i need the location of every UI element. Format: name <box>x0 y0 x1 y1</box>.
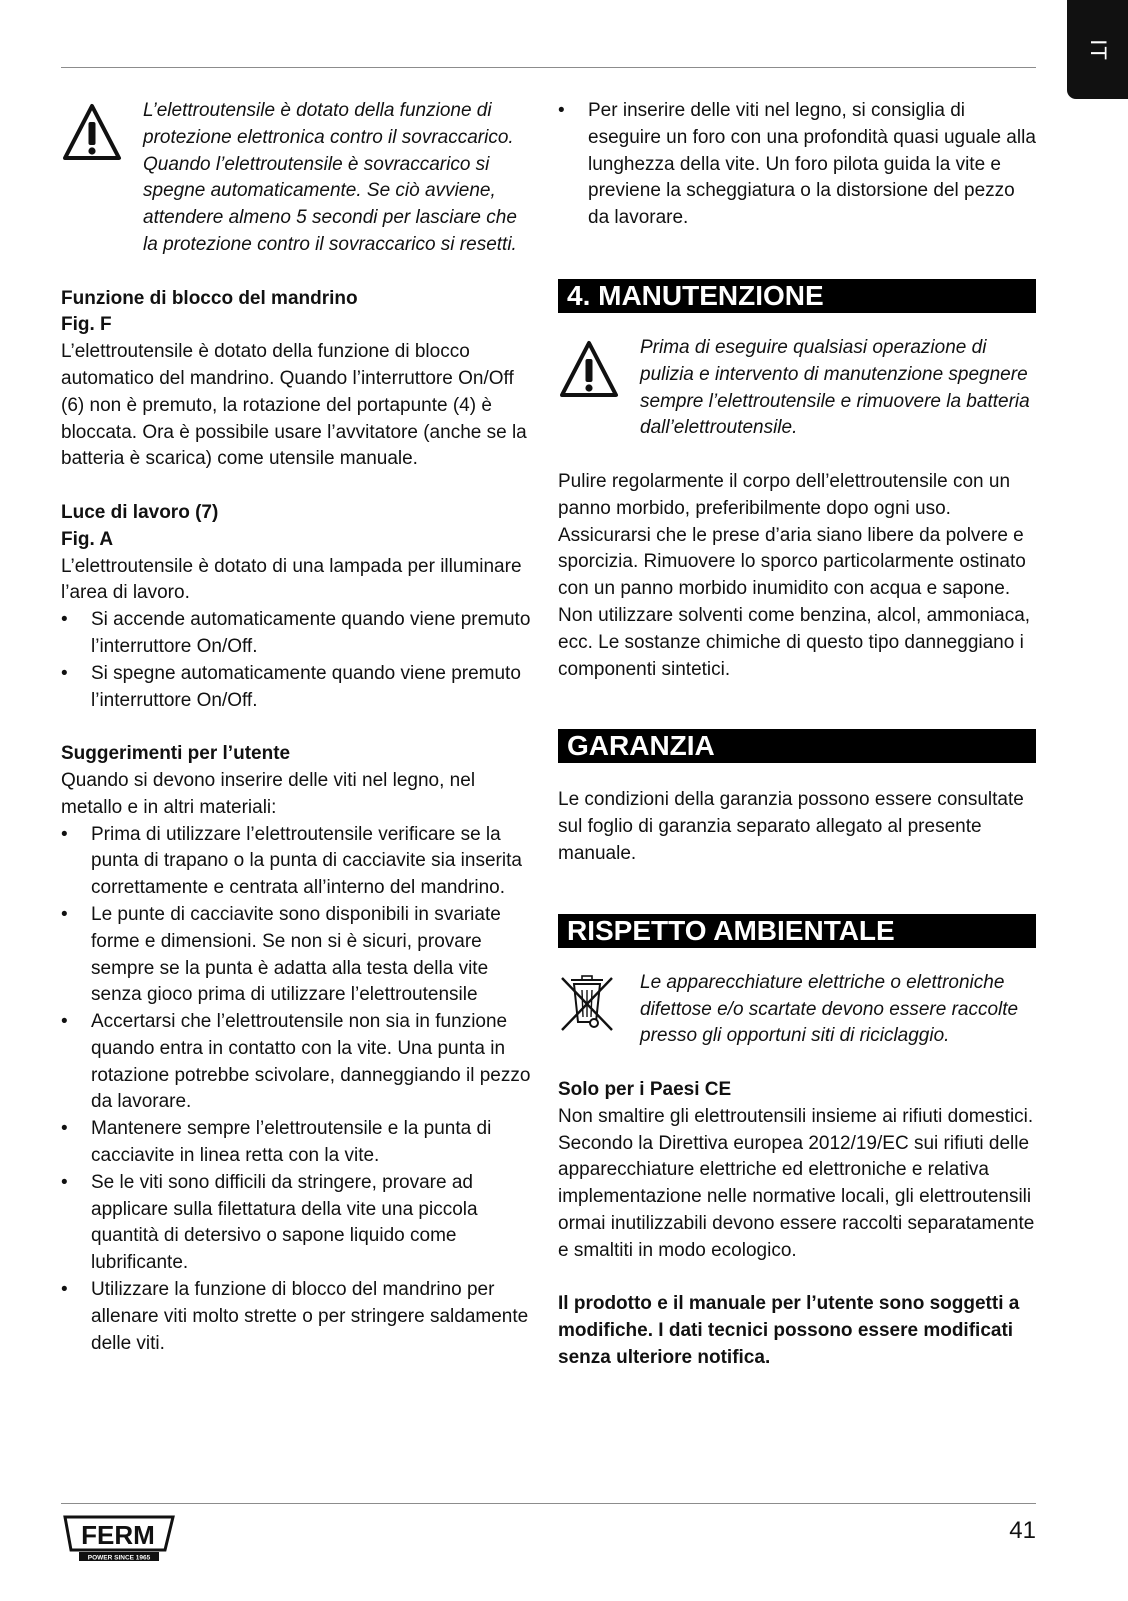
right-column <box>558 98 1036 1372</box>
warning-triangle-icon <box>558 335 640 442</box>
overload-warning-text: L’elettroutensile è dotato della funzione di protezione elettronica contro il sovraccarico. Quando l’elettroutensile è sovraccarico si spegne automaticamente. Se ciò avviene, attendere almeno 5 secondi per lasciare che la protezione contro il sovraccarico si resetti. <box>143 100 517 255</box>
overload-warning <box>61 98 536 259</box>
ce-heading: Solo per i Paesi CE <box>558 1078 732 1100</box>
maintenance-body: Pulire regolarmente il corpo dell’elettroutensile con un panno morbido, preferibilmente dopo ogni uso. Assicurarsi che le prese d’aria siano libere da polvere e sporcizia. Rimuovere lo sporco particolarmente ostinato con un panno morbido inumidito con acqua e sapone. Non utilizzare solventi come benzina, alcol, ammoniaca, ecc. Le sostanze chimiche di questo tipo danneggiano i componenti sintetici. <box>558 470 1031 680</box>
ce-body: Non smaltire gli elettroutensili insieme ai rifiuti domestici. Secondo la Direttiva europea 2012/19/EC sui rifiuti delle apparecchiature elettriche ed elettroniche e relativa implementazione nelle normative locali, gli elettroutensili ormai inutilizzabili devono essere raccolti separatamente e smaltiti in modo ecologico. <box>558 1105 1035 1261</box>
pilot-hole-list <box>558 98 1036 232</box>
warranty-body: Le condizioni della garanzia possono essere consultate sul foglio di garanzia separato allegato al presente manuale. <box>558 789 1024 864</box>
list-item: • Mantenere sempre l’elettroutensile e la punta di cacciavite in linea retta con la vite. <box>61 1118 492 1167</box>
weee-text: Le apparecchiature elettriche o elettroniche difettose e/o scartate devono essere raccolte presso gli opportuni siti di riciclaggio. <box>640 971 1019 1047</box>
list-item: • Utilizzare la funzione di blocco del mandrino per allenare viti molto strette o per stringere saldamente delle viti. <box>61 1279 529 1354</box>
weee-notice <box>558 970 1036 1050</box>
environment-header: RISPETTO AMBIENTALE <box>558 914 1036 948</box>
maintenance-header: 4. MANUTENZIONE <box>558 279 1036 313</box>
language-tab <box>1067 0 1128 99</box>
tips-body: Quando si devono inserire delle viti nel legno, nel metallo e in altri materiali: <box>61 769 476 818</box>
crossed-bin-icon <box>558 970 640 1050</box>
worklight-list <box>61 607 536 714</box>
list-item: • Per inserire delle viti nel legno, si consiglia di eseguire un foro con una profondità quasi uguale alla lunghezza della vite. Un foro pilota guida la vite e previene la scheggiatura o la distorsione del pezzo da lavorare. <box>558 100 1036 229</box>
worklight-fig: Fig. A <box>61 528 114 550</box>
language-tab-label: IT <box>1085 38 1111 61</box>
logo-text: FERM <box>81 1520 155 1550</box>
warranty-header: GARANZIA <box>558 729 1036 763</box>
ferm-logo <box>61 1514 177 1567</box>
change-notice: Il prodotto e il manuale per l’utente sono soggetti a modifiche. I dati tecnici possono essere modificati senza ulteriore notifica. <box>558 1293 1020 1368</box>
spindle-lock-body: L’elettroutensile è dotato della funzione di blocco automatico del mandrino. Quando l’interruttore On/Off (6) non è premuto, la rotazione del portapunte (4) è bloccata. Ora è possibile usare l’avvitatore (anche se la batteria è scarica) come utensile manuale. <box>61 341 527 470</box>
spindle-lock-fig: Fig. F <box>61 314 112 336</box>
list-item: • Si spegne automaticamente quando viene premuto l’interruttore On/Off. <box>61 662 521 711</box>
maintenance-warning <box>558 335 1036 442</box>
left-column <box>61 98 536 1357</box>
maintenance-warning-text: Prima di eseguire qualsiasi operazione di pulizia e intervento di manutenzione spegnere sempre l’elettroutensile e rimuovere la batteria dall’elettroutensile. <box>640 336 1030 439</box>
list-item: • Se le viti sono difficili da stringere, provare ad applicare sulla filettatura della vite una piccola quantità di detersivo o sapone liquido come lubrificante. <box>61 1171 478 1274</box>
worklight-body: L’elettroutensile è dotato di una lampada per illuminare l’area di lavoro. <box>61 555 522 604</box>
bottom-divider <box>61 1503 1036 1504</box>
logo-tagline: POWER SINCE 1965 <box>87 1554 151 1562</box>
worklight-heading: Luce di lavoro (7) <box>61 501 219 523</box>
top-divider <box>61 67 1036 68</box>
warning-triangle-icon <box>61 98 143 259</box>
list-item: • Le punte di cacciavite sono disponibili in svariate forme e dimensioni. Se non si è sicuri, provare sempre se la punta è adatta alla testa della vite senza gioco prima di utilizzare l’elettroutensile <box>61 903 501 1006</box>
page-number: 41 <box>1009 1517 1036 1544</box>
tips-list <box>61 822 536 1358</box>
list-item: • Prima di utilizzare l’elettroutensile verificare se la punta di trapano o la punta di cacciavite sia inserita correttamente e centrata all’interno del mandrino. <box>61 823 522 899</box>
tips-heading: Suggerimenti per l’utente <box>61 743 291 765</box>
list-item: • Accertarsi che l’elettroutensile non sia in funzione quando entra in contatto con la vite. Una punta in rotazione potrebbe scivolare, danneggiando il pezzo da lavorare. <box>61 1011 531 1113</box>
spindle-lock-heading: Funzione di blocco del mandrino <box>61 287 358 309</box>
list-item: • Si accende automaticamente quando viene premuto l’interruttore On/Off. <box>61 609 531 657</box>
